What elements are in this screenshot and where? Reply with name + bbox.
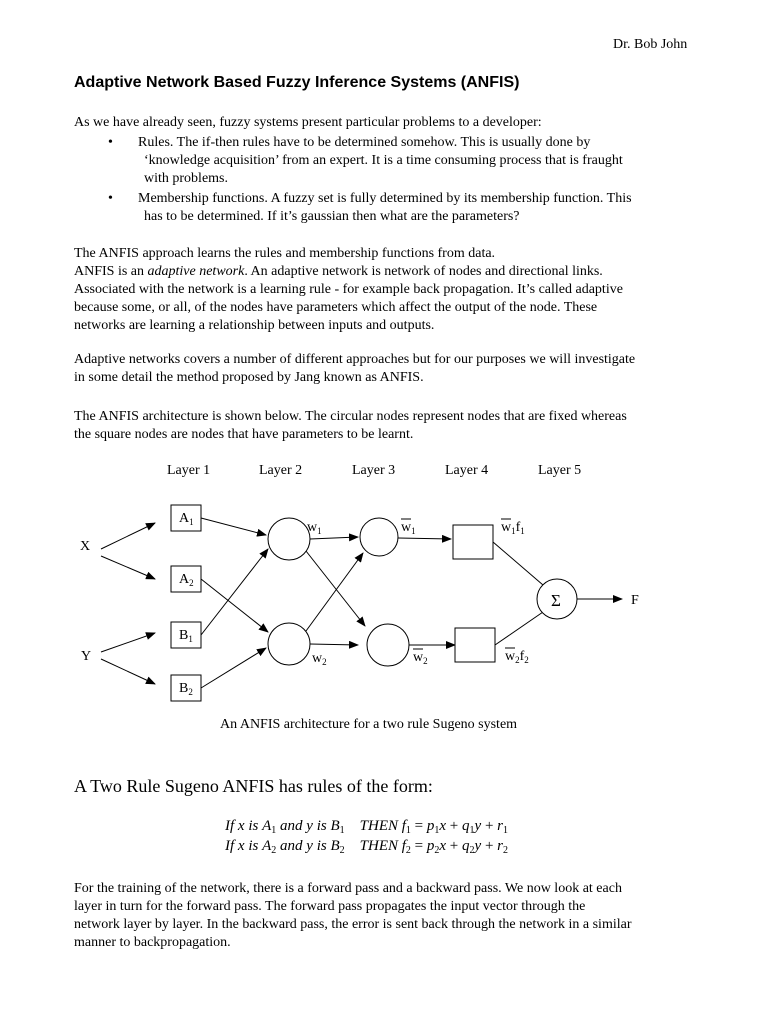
author-name: Dr. Bob John [613,37,688,52]
bullet-dot-icon: • [108,135,113,150]
weight-label: $w_2$ [312,651,327,667]
document-title: Adaptive Network Based Fuzzy Inference Systems (ANFIS) [74,74,520,91]
paragraph-line: because some, or all, of the nodes have parameters which affect the output of the node. These [74,300,598,315]
norm-node-1 [360,518,398,556]
sum-symbol-icon: Σ [551,591,561,610]
layer-label: Layer 2 [259,463,303,478]
anfis-architecture-diagram [0,455,768,710]
anfis-paragraph [74,245,714,335]
rule-equation-2: If x is $A_2$ and y is $B_2$ THEN $f_2 = p_2x + q_2y + r_2$ [225,838,508,856]
mf-label: $A_2$ [179,572,194,588]
rule-node-1 [268,518,310,560]
paragraph-line: layer in turn for the forward pass. The forward pass propagates the input vector through the [74,899,586,914]
paragraph-line: network layer by layer. In the backward pass, the error is sent back through the network in a similar [74,917,632,932]
norm-node-2 [367,624,409,666]
output-f-label: F [631,593,639,608]
paragraph-line: The ANFIS architecture is shown below. The circular nodes represent nodes that are fixed whereas [74,409,627,424]
paragraph-line: Adaptive networks covers a number of different approaches but for our purposes we will investigate [74,352,636,367]
emphasis-adaptive-network: adaptive network [147,264,245,279]
rule-equation-1: If x is $A_1$ and y is $B_1$ THEN $f_1 = p_1x + q_1y + r_1$ [225,818,508,836]
jang-paragraph [74,351,714,387]
normalized-weight-label: $w_1$ [401,520,416,536]
layer-label: Layer 5 [538,463,582,478]
paragraph-line: in some detail the method proposed by Jang known as ANFIS. [74,370,424,385]
paragraph-line: the square nodes are nodes that have parameters to be learnt. [74,427,414,442]
mf-label: $B_2$ [179,681,193,697]
bullet-line: has to be determined. If it’s gaussian then what are the parameters? [144,209,520,224]
normalized-weight-label: $w_2$ [413,650,428,666]
weighted-output-label: $w_2f_2$ [505,649,529,665]
weighted-output-label: $w_1f_1$ [501,520,525,536]
layer-label: Layer 1 [167,463,211,478]
intro-paragraph: As we have already seen, fuzzy systems present particular problems to a developer: [74,115,542,130]
input-x-label: X [80,539,91,554]
paragraph-line: manner to backpropagation. [74,935,231,950]
consequent-node-1 [453,525,493,559]
diagram-caption: An ANFIS architecture for a two rule Sugeno system [220,717,518,732]
paragraph-line: For the training of the network, there is a forward pass and a backward pass. We now look at each [74,881,622,896]
input-y-label: Y [81,649,92,664]
weight-label: $w_1$ [307,520,322,536]
layer-label: Layer 3 [352,463,396,478]
input-arrows [101,523,155,684]
paragraph-line: The ANFIS approach learns the rules and membership functions from data. [74,246,496,261]
rule-node-2 [268,623,310,665]
mf-label: $A_1$ [179,511,194,527]
layer1-to-layer2-arrows [201,518,268,688]
layer3-to-layer4-arrows [398,538,455,645]
layer2-to-layer3-arrows [306,537,365,645]
bullet-line: ‘knowledge acquisition’ from an expert. It is a time consuming process that is fraught [144,153,623,168]
architecture-paragraph [74,408,714,444]
layer4-to-sum-lines [493,542,543,645]
bullet-line: with problems. [144,171,228,186]
bullet-dot-icon: • [108,191,113,206]
rules-heading: A Two Rule Sugeno ANFIS has rules of the form: [74,776,433,796]
consequent-node-2 [455,628,495,662]
paragraph-line: ANFIS is an adaptive network. An adaptive network is network of nodes and directional links. [74,264,603,279]
layer-label: Layer 4 [445,463,489,478]
bullet-line: Rules. The if-then rules have to be determined somehow. This is usually done by [138,135,591,150]
mf-label: $B_1$ [179,628,193,644]
bullet-line: Membership functions. A fuzzy set is fully determined by its membership function. This [138,191,632,206]
training-paragraph [74,880,734,952]
paragraph-line: Associated with the network is a learning rule - for example back propagation. It’s called adaptive [74,282,623,297]
paragraph-line: networks are learning a relationship between inputs and outputs. [74,318,435,333]
